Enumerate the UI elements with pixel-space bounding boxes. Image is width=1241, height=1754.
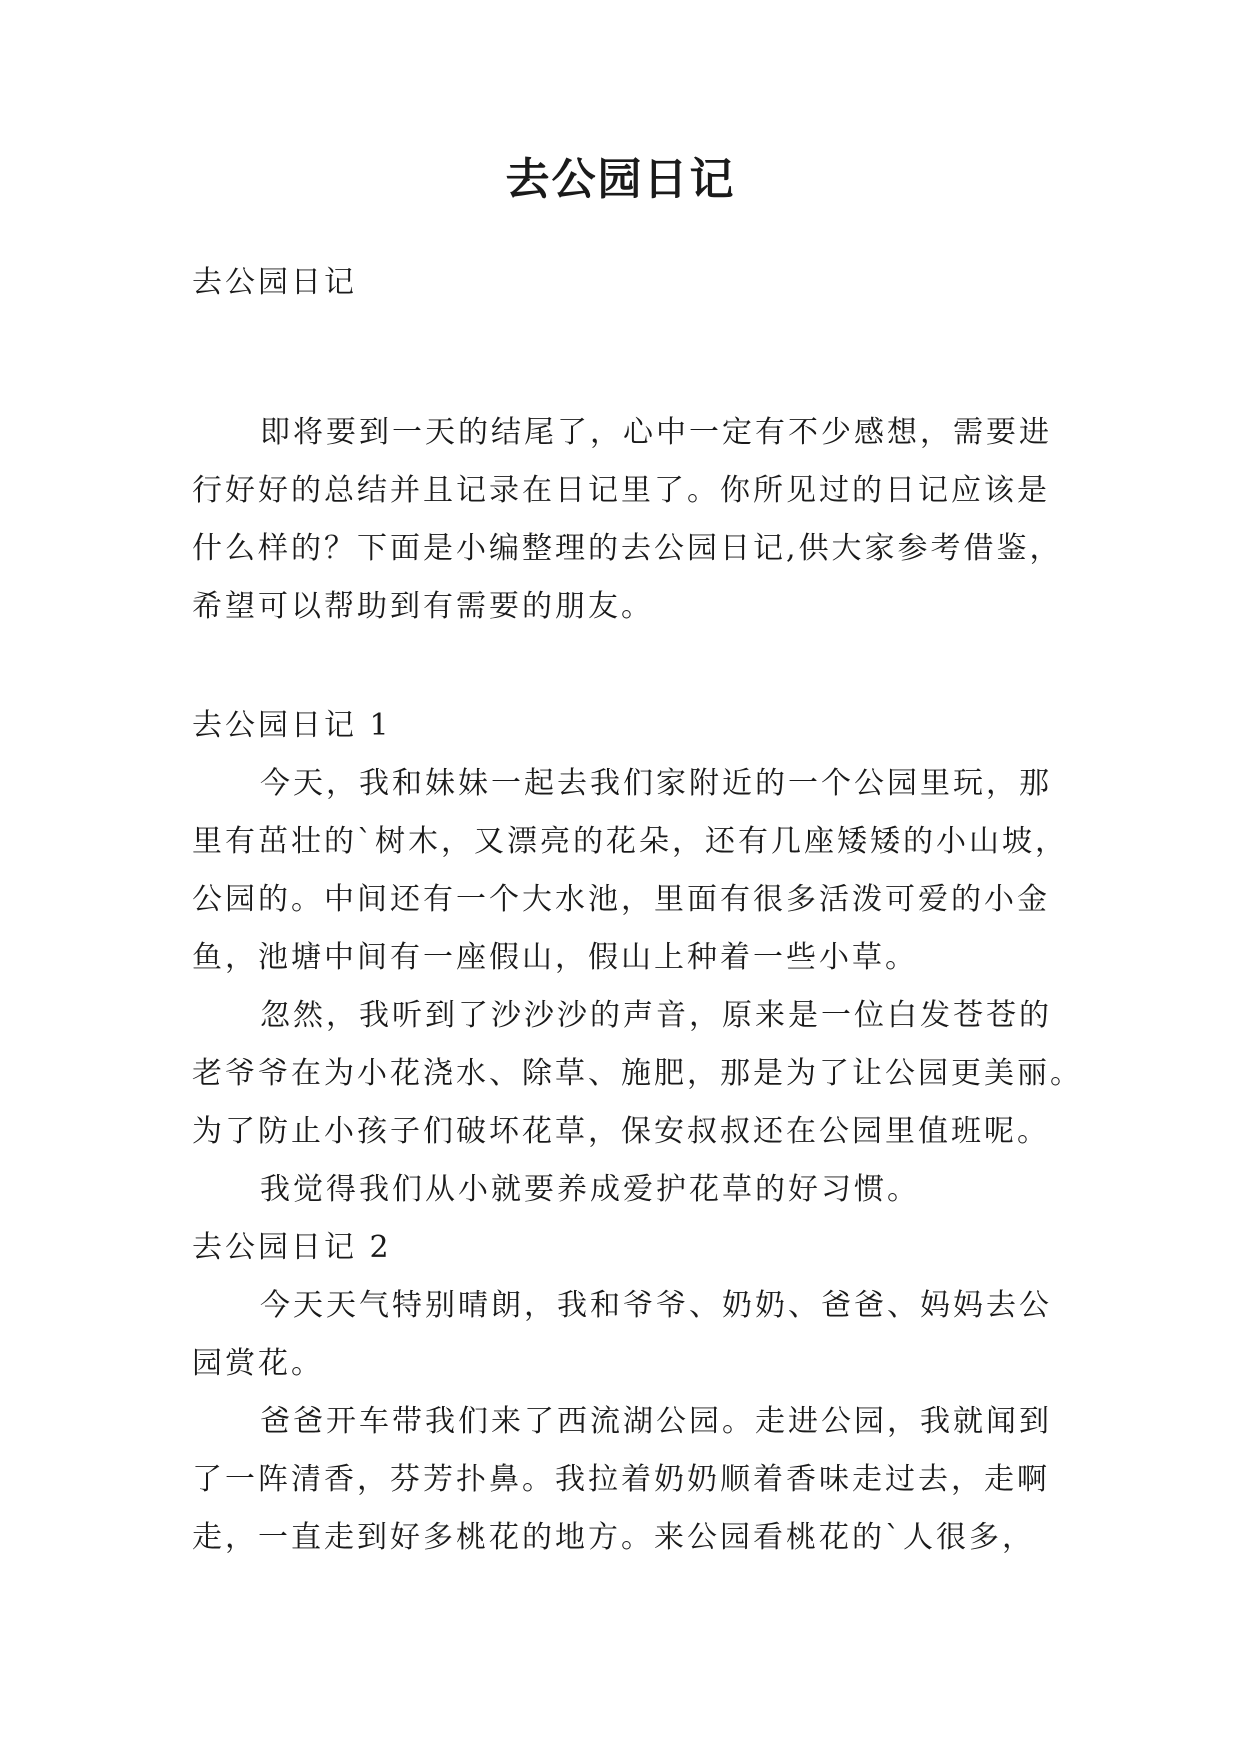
paragraph-line: 爸爸开车带我们来了西流湖公园。走进公园，我就闻到 bbox=[260, 1404, 1052, 1439]
diary1-heading: 去公园日记 1 bbox=[192, 708, 392, 743]
paragraph-line: 今天，我和妹妹一起去我们家附近的一个公园里玩，那 bbox=[260, 766, 1052, 801]
paragraph-line: 园赏花。 bbox=[192, 1346, 324, 1381]
paragraph-line: 忽然，我听到了沙沙沙的声音，原来是一位白发苍苍的 bbox=[260, 998, 1052, 1033]
intro-paragraph bbox=[192, 404, 1072, 636]
paragraph-line: 老爷爷在为小花浇水、除草、施肥，那是为了让公园更美丽。 bbox=[192, 1056, 1083, 1091]
paragraph-line: 了一阵清香，芬芳扑鼻。我拉着奶奶顺着香味走过去，走啊 bbox=[192, 1462, 1050, 1497]
document-title: 去公园日记 bbox=[505, 154, 736, 205]
intro-line: 即将要到一天的结尾了，心中一定有不少感想，需要进 bbox=[260, 415, 1052, 450]
paragraph-line: 走，一直走到好多桃花的地方。来公园看桃花的`人很多， bbox=[192, 1520, 1035, 1555]
intro-line: 希望可以帮助到有需要的朋友。 bbox=[192, 589, 654, 624]
diary2-paragraph-1 bbox=[192, 1277, 1072, 1393]
subtitle: 去公园日记 bbox=[192, 265, 357, 300]
paragraph-line: 里有茁壮的`树木，又漂亮的花朵，还有几座矮矮的小山坡， bbox=[192, 824, 1068, 859]
paragraph-line: 公园的。中间还有一个大水池，里面有很多活泼可爱的小金 bbox=[192, 882, 1050, 917]
diary2-paragraph-2 bbox=[192, 1393, 1072, 1567]
diary1-paragraph-3 bbox=[192, 1161, 1072, 1219]
paragraph-line: 为了防止小孩子们破坏花草，保安叔叔还在公园里值班呢。 bbox=[192, 1114, 1050, 1149]
paragraph-line: 今天天气特别晴朗，我和爷爷、奶奶、爸爸、妈妈去公 bbox=[260, 1288, 1052, 1323]
diary1-paragraph-1 bbox=[192, 755, 1072, 987]
paragraph-line: 我觉得我们从小就要养成爱护花草的好习惯。 bbox=[260, 1172, 920, 1207]
paragraph-line: 鱼，池塘中间有一座假山，假山上种着一些小草。 bbox=[192, 940, 918, 975]
diary1-paragraph-2 bbox=[192, 987, 1083, 1161]
intro-line: 行好好的总结并且记录在日记里了。你所见过的日记应该是 bbox=[192, 473, 1050, 508]
diary2-heading: 去公园日记 2 bbox=[192, 1230, 392, 1265]
intro-line: 什么样的？下面是小编整理的去公园日记,供大家参考借鉴， bbox=[192, 531, 1063, 566]
